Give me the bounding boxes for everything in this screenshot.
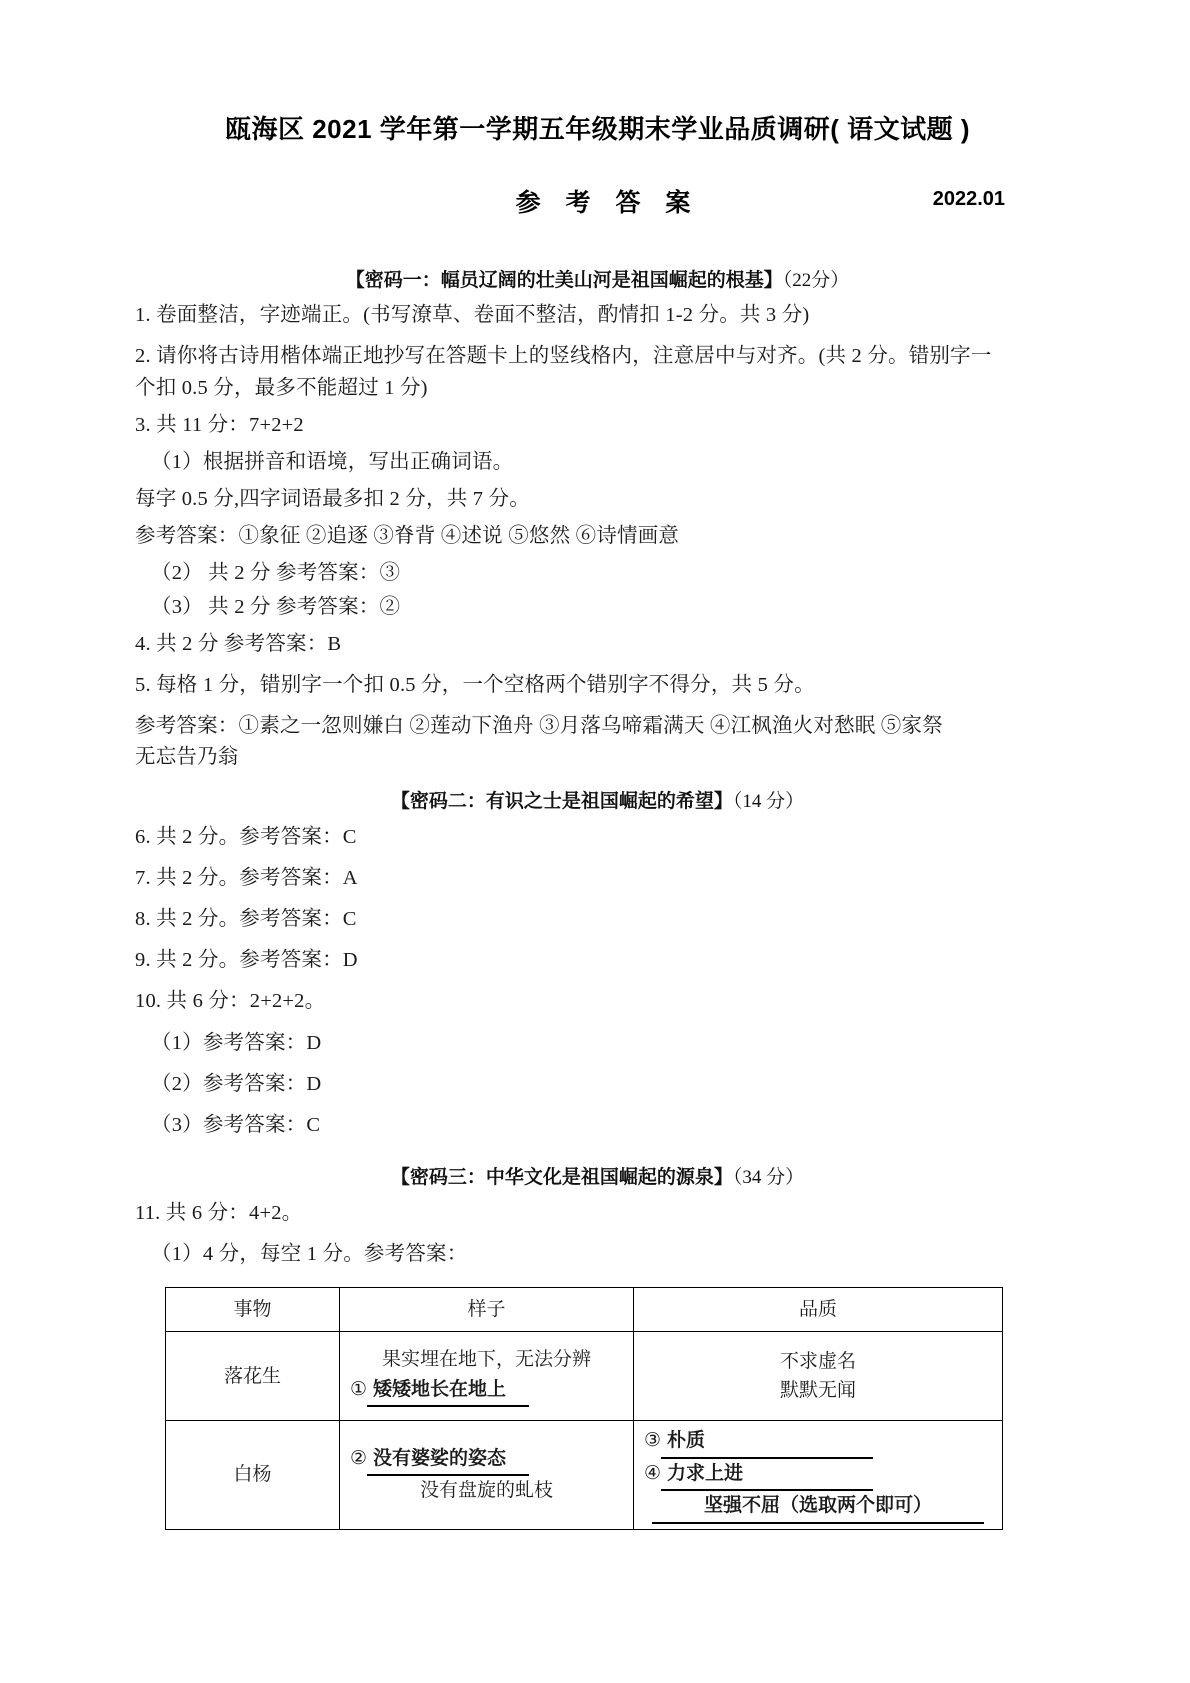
blank-answer-2: 没有婆娑的姿态 [367, 1444, 529, 1476]
answer-line-8: 8. 共 2 分。参考答案：C [135, 908, 357, 931]
answer-line-3-3: （3） 共 2 分 参考答案：② [151, 595, 401, 618]
answer-line-5-key-b: 无忘告乃翁 [135, 746, 239, 769]
blank-answer-3: 朴质 [661, 1426, 873, 1458]
appearance-poplar-blank-row [344, 1444, 629, 1476]
blank-answer-note: 坚强不屈（选取两个即可） [652, 1491, 984, 1523]
answer-line-7: 7. 共 2 分。参考答案：A [135, 866, 358, 889]
blank-number-4: ④ [644, 1462, 662, 1484]
quality-poplar-blank-row-4 [638, 1459, 998, 1491]
blank-number-2: ② [350, 1448, 368, 1470]
table-cell-thing-peanut: 落花生 [166, 1332, 340, 1421]
section-heading-3-text: 【密码三：中华文化是祖国崛起的源泉】 [390, 1167, 733, 1189]
section-heading-2-points: （14 分） [732, 791, 805, 813]
blank-number-1: ① [350, 1378, 368, 1400]
answer-line-5: 5. 每格 1 分，错别字一个扣 0.5 分，一个空格两个错别字不得分，共 5 分。 [135, 673, 815, 696]
section-heading-2 [135, 788, 1060, 817]
table-cell-thing-poplar: 白杨 [166, 1421, 340, 1529]
section-heading-3 [135, 1164, 1060, 1193]
answer-line-2a: 2. 请你将古诗用楷体端正地抄写在答题卡上的竖线格内，注意居中与对齐。(共 2 分。错别字一 [135, 345, 992, 368]
quality-peanut-line2: 默默无闻 [779, 1380, 856, 1402]
answer-line-2b: 个扣 0.5 分，最多不能超过 1 分) [135, 376, 428, 399]
document-subtitle: 参 考 答 案 [515, 188, 700, 217]
table-header-row [166, 1287, 1003, 1331]
answer-line-5-key-a: 参考答案：①素之一忽则嫌白 ②莲动下渔舟 ③月落乌啼霜满天 ④江枫渔火对愁眠 ⑤家祭 [135, 715, 943, 738]
page-title: 瓯海区 2021 学年第一学期五年级期末学业品质调研( 语文试题 ) [224, 114, 971, 144]
table-cell-appearance-poplar [340, 1421, 634, 1529]
answer-line-10-2: （2）参考答案：D [151, 1072, 322, 1095]
answer-line-3: 3. 共 11 分：7+2+2 [135, 413, 304, 436]
answer-line-4: 4. 共 2 分 参考答案：B [135, 632, 342, 655]
section-heading-1-text: 【密码一：幅员辽阔的壮美山河是祖国崛起的根基】 [345, 269, 783, 291]
answer-table [165, 1287, 1003, 1530]
table-row [166, 1332, 1003, 1421]
answer-line-1: 1. 卷面整洁，字迹端正。(书写潦草、卷面不整洁，酌情扣 1-2 分。共 3 分) [135, 304, 810, 327]
answer-line-10-1: （1）参考答案：D [151, 1031, 322, 1054]
answer-line-9: 9. 共 2 分。参考答案：D [135, 949, 358, 972]
quality-poplar-note [638, 1491, 998, 1523]
table-row [166, 1421, 1003, 1529]
answer-line-3-1-key: 参考答案：①象征 ②追逐 ③脊背 ④述说 ⑤悠然 ⑥诗情画意 [135, 525, 680, 548]
answer-line-3-2: （2） 共 2 分 参考答案：③ [151, 562, 401, 585]
blank-number-3: ③ [644, 1430, 662, 1452]
table-header-quality: 品质 [634, 1287, 1003, 1331]
quality-poplar-blank-row-3 [638, 1426, 998, 1458]
answer-line-3-1: （1）根据拼音和语境，写出正确词语。 [151, 450, 514, 473]
section-heading-2-text: 【密码二：有识之士是祖国崛起的希望】 [390, 791, 733, 813]
section-heading-1 [135, 267, 1060, 296]
section-heading-3-points: （34 分） [732, 1167, 805, 1189]
answer-line-11-1: （1）4 分，每空 1 分。参考答案： [151, 1242, 468, 1265]
appearance-peanut-blank-row [344, 1375, 629, 1407]
quality-peanut-line1: 不求虚名 [779, 1350, 856, 1372]
answer-line-10: 10. 共 6 分：2+2+2。 [135, 990, 326, 1013]
appearance-peanut-text: 果实埋在地下，无法分辨 [381, 1349, 591, 1371]
document-date: 2022.01 [932, 187, 1005, 210]
table-cell-quality-peanut [634, 1332, 1003, 1421]
blank-answer-1: 矮矮地长在地上 [367, 1375, 529, 1407]
table-header-thing: 事物 [166, 1287, 340, 1331]
table-cell-appearance-peanut [340, 1332, 634, 1421]
document-content [135, 0, 1060, 1530]
blank-answer-4: 力求上进 [661, 1459, 873, 1491]
appearance-poplar-line2: 没有盘旋的虬枝 [419, 1480, 553, 1502]
answer-line-3-1-score: 每字 0.5 分,四字词语最多扣 2 分，共 7 分。 [135, 488, 530, 511]
answer-line-6: 6. 共 2 分。参考答案：C [135, 825, 357, 848]
table-cell-quality-poplar [634, 1421, 1003, 1529]
answer-line-10-3: （3）参考答案：C [151, 1113, 321, 1136]
subtitle-row [135, 183, 1060, 219]
section-heading-1-points: （22分） [782, 269, 850, 291]
table-header-appearance: 样子 [340, 1287, 634, 1331]
answer-line-11: 11. 共 6 分：4+2。 [135, 1201, 303, 1224]
